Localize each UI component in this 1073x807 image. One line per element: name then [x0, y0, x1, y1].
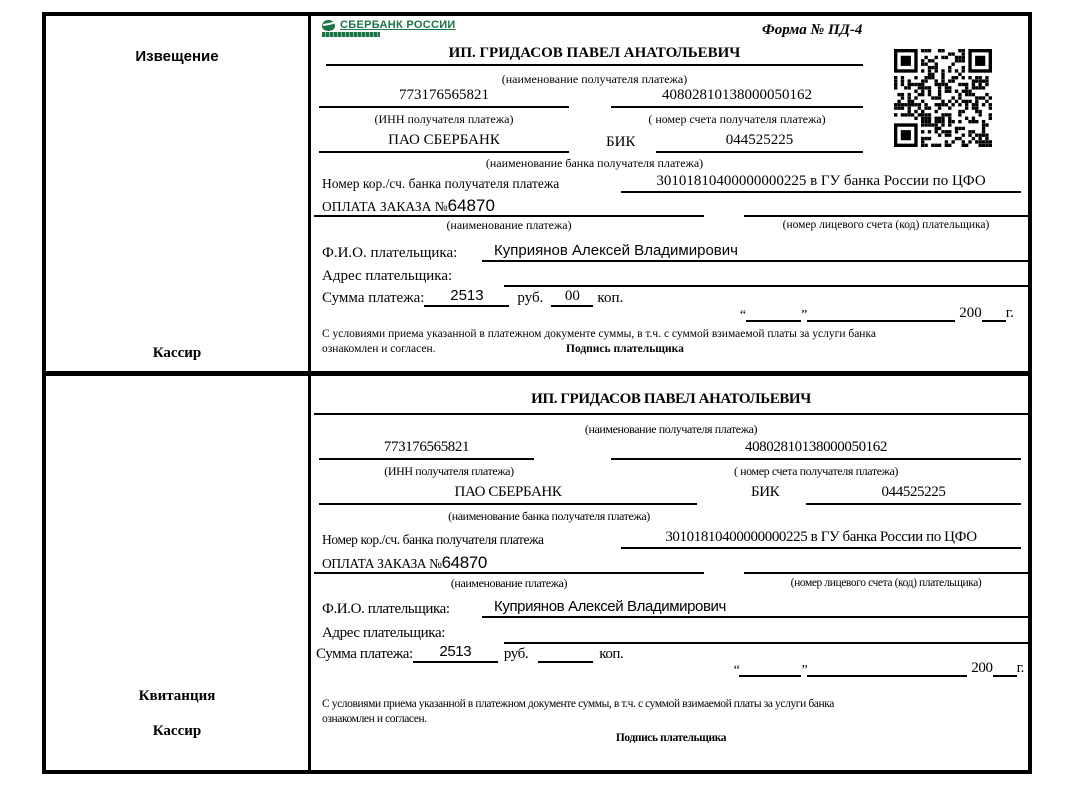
bik-label: БИК [751, 484, 780, 500]
bik-label: БИК [606, 134, 636, 150]
bank-name-caption: (наименование банка получателя платежа) [448, 509, 650, 523]
date-day-blank [746, 308, 801, 322]
receipt-stub-column [46, 376, 311, 770]
corr-account-label: Номер кор./сч. банка получателя платежа [322, 532, 544, 547]
amount-kop-value: 00 [551, 287, 593, 307]
account-caption: ( номер счета получателя платежа) [733, 464, 899, 478]
rub-label: руб. [503, 646, 529, 662]
date-year-blank [982, 308, 1006, 322]
personal-account-caption: (номер лицевого счета (код) плательщика) [782, 219, 990, 231]
form-number-label: Форма № ПД-4 [762, 22, 863, 38]
date-line [644, 660, 1024, 678]
sberbank-emblem-icon [322, 20, 335, 31]
payment-name-prefix: ОПЛАТА ЗАКАЗА № [322, 556, 442, 571]
bank-name-value: ПАО СБЕРБАНК [319, 483, 697, 505]
amount-rub-value: 2513 [413, 643, 498, 663]
order-number: 64870 [441, 553, 487, 572]
payment-name-caption: (наименование платежа) [450, 576, 568, 590]
payment-name-line [314, 554, 704, 574]
sberbank-logo [322, 19, 456, 37]
date-year-suffix: г. [1016, 660, 1024, 676]
payer-name-value: Куприянов Алексей Владимирович [482, 598, 1028, 618]
inn-value: 773176565821 [319, 86, 569, 108]
bank-name-caption: (наименование банка получателя платежа) [485, 156, 704, 170]
inn-caption: (ИНН получателя платежа) [374, 112, 514, 126]
recipient-name: ИП. ГРИДАСОВ ПАВЕЛ АНАТОЛЬЕВИЧ [531, 391, 811, 407]
agreement-line2: ознакомлен и согласен. [322, 343, 436, 355]
notice-stub-column [46, 16, 311, 371]
personal-account-caption: (номер лицевого счета (код) плательщика) [790, 577, 982, 589]
kop-label: коп. [597, 290, 624, 306]
receipt-title: Квитанция [138, 688, 216, 704]
agreement-line1: С условиями приема указанной в платежном документе суммы, в т.ч. с суммой взимаемой платы за услуги банка [322, 698, 834, 710]
date-line [644, 305, 1014, 323]
quote-close: ” [801, 308, 808, 323]
payer-address-label: Адрес плательщика: [322, 625, 445, 641]
corr-account-value: 30101810400000000225 в ГУ банка России по ЦФО [621, 172, 1021, 193]
recipient-caption: (наименование получателя платежа) [501, 72, 688, 86]
payer-address-value [504, 265, 1028, 287]
date-month-blank [807, 663, 967, 677]
notice-main-column [314, 16, 1028, 371]
recipient-line [314, 396, 1028, 415]
payer-signature-label: Подпись плательщика [615, 732, 727, 744]
cashier-label: Кассир [152, 345, 202, 361]
kop-label: коп. [599, 646, 624, 662]
corr-account-value: 30101810400000000225 в ГУ банка России по ЦФО [621, 528, 1021, 549]
agreement-line1: С условиями приема указанной в платежном документе суммы, в т.ч. с суммой взимаемой платы за услуги банка [322, 328, 876, 340]
payer-name-label: Ф.И.О. плательщика: [322, 601, 450, 617]
quote-close: ” [801, 663, 808, 678]
corr-account-label: Номер кор./сч. банка получателя платежа [322, 176, 560, 191]
qr-code [894, 49, 992, 147]
account-value: 40802810138000050162 [611, 86, 863, 108]
date-month-blank [807, 308, 955, 322]
personal-account-line [744, 197, 1028, 217]
date-year-blank [993, 663, 1017, 677]
account-value: 40802810138000050162 [611, 438, 1021, 460]
order-number: 64870 [447, 196, 495, 215]
receipt-section [46, 376, 1028, 770]
inn-value: 773176565821 [319, 438, 534, 460]
notice-title: Извещение [135, 48, 219, 65]
date-century: 200 [959, 305, 982, 321]
amount-kop-value [538, 661, 593, 663]
sberbank-logo-text: СБЕРБАНК РОССИИ [340, 19, 456, 31]
payer-name-label: Ф.И.О. плательщика: [322, 245, 458, 261]
receipt-main-column [314, 376, 1028, 770]
amount-row [316, 644, 623, 663]
amount-row [322, 288, 623, 307]
amount-label: Сумма платежа: [316, 646, 413, 662]
amount-rub-value: 2513 [424, 287, 509, 307]
payment-name-line [314, 197, 704, 217]
personal-account-line [744, 554, 1028, 574]
bank-name-value: ПАО СБЕРБАНК [319, 131, 569, 153]
notice-section [46, 16, 1028, 371]
payment-name-prefix: ОПЛАТА ЗАКАЗА № [322, 199, 448, 214]
account-caption: ( номер счета получателя платежа) [648, 112, 826, 126]
payer-address-label: Адрес плательщика: [322, 268, 453, 284]
sberbank-logo-tagline-bar [322, 32, 380, 37]
date-century: 200 [971, 660, 993, 676]
form-border [42, 12, 1032, 774]
bik-value: 044525225 [656, 131, 863, 153]
payer-name-value: Куприянов Алексей Владимирович [482, 242, 1028, 262]
agreement-line2: ознакомлен и согласен. [322, 713, 427, 725]
recipient-name: ИП. ГРИДАСОВ ПАВЕЛ АНАТОЛЬЕВИЧ [326, 44, 863, 66]
quote-open: “ [739, 308, 747, 323]
cashier-label: Кассир [152, 723, 202, 739]
payment-name-caption: (наименование платежа) [446, 218, 572, 232]
recipient-caption: (наименование получателя платежа) [584, 422, 758, 436]
date-year-suffix: г. [1005, 305, 1014, 321]
payer-signature-label: Подпись плательщика [566, 343, 684, 355]
rub-label: руб. [517, 290, 544, 306]
quote-open: “ [733, 663, 740, 678]
payer-address-value [504, 622, 1028, 644]
amount-label: Сумма платежа: [322, 290, 425, 306]
bik-value: 044525225 [806, 483, 1021, 505]
date-day-blank [739, 663, 801, 677]
inn-caption: (ИНН получателя платежа) [384, 464, 514, 478]
